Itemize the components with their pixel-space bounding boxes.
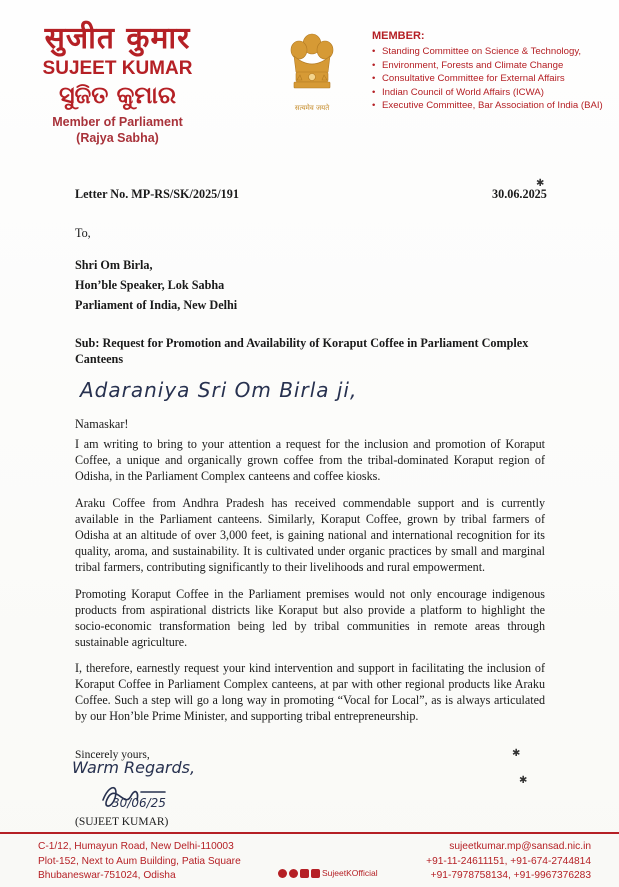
recipient-title: Hon’ble Speaker, Lok Sabha [75, 278, 225, 292]
name-hindi: सुजीत कुमार [44, 21, 191, 56]
signatory-name: (SUJEET KUMAR) [75, 816, 169, 828]
letterhead-name-block [30, 22, 205, 146]
membership-item: • Executive Committee, Bar Association of India (BAI) [372, 99, 612, 113]
instagram-icon [289, 869, 298, 878]
membership-item: • Consultative Committee for External Affairs [372, 72, 612, 86]
emblem-caption: सत्यमेव जयते [294, 104, 330, 112]
membership-list [372, 45, 612, 113]
membership-item: • Indian Council of World Affairs (ICWA) [372, 86, 612, 100]
punch-mark-icon: ✱ [512, 748, 521, 759]
letter-date: 30.06.2025 [492, 187, 547, 201]
body-paragraph: Araku Coffee from Andhra Pradesh has received commendable support and is currently available in the Parliament canteens. Similarly, Koraput Coffee, grown by tribal farmers of Odisha at an altitude of over 3,000 feet, is gaining national and international recognition for its quality, aroma, and sustainability. It is cultivated under organic practices by small and marginal tribal farmers, contributing significantly to their livelihoods and rural empowerment. [75, 496, 545, 575]
address-line: C-1/12, Humayun Road, New Delhi-110003 [38, 841, 234, 852]
house: (Rajya Sabha) [76, 131, 159, 145]
address-line: Bhubaneswar-751024, Odisha [38, 870, 176, 881]
letter-number: Letter No. MP-RS/SK/2025/191 [75, 187, 239, 201]
memberships-block [372, 30, 612, 113]
phone-line: +91-11-24611151, +91-674-2744814 [426, 855, 591, 867]
footer-divider [0, 832, 619, 834]
name-english: SUJEET KUMAR [42, 58, 193, 79]
footer-address [38, 840, 241, 884]
punch-mark-icon: ✱ [536, 178, 545, 189]
social-handle[interactable]: SujeetKOfficial [322, 868, 378, 878]
youtube-icon [278, 869, 287, 878]
punch-mark-icon: ✱ [519, 775, 528, 786]
address-line: Plot-152, Next to Aum Building, Patia Square [38, 855, 241, 867]
body-paragraph: I am writing to bring to your attention a request for the inclusion and promotion of Koraput Coffee, a unique and organically grown coffee from the tribal-dominated Koraput region of Odisha, in the Parliament Complex canteens and coffee kiosks. [75, 437, 545, 484]
member-heading: MEMBER: [372, 30, 425, 42]
designation: Member of Parliament [52, 115, 183, 129]
salutation: Namaskar! [75, 417, 129, 431]
handwritten-greeting: Adaraniya Sri Om Birla ji, [80, 378, 358, 402]
email-link[interactable]: sujeetkumar.mp@sansad.nic.in [449, 841, 591, 852]
body-paragraph: I, therefore, earnestly request your kind intervention and support in facilitating the inclusion of Koraput Coffee in Parliament Complex canteens, at par with other regional products like Araku Coffee. Such a step will go a long way in promoting “Vocal for Local”, as is always articulated by our Hon’ble Prime Minister, and supporting tribal entrepreneurship. [75, 661, 545, 724]
recipient-address [75, 255, 237, 315]
social-handle-row [278, 868, 378, 878]
handwritten-closing: Warm Regards, [72, 758, 196, 777]
handwritten-date: 30/06/25 [112, 796, 166, 810]
phone-line: +91-7978758134, +91-9967376283 [430, 870, 591, 881]
facebook-icon [311, 869, 320, 878]
membership-item: • Standing Committee on Science & Technology, [372, 45, 612, 59]
recipient-name: Shri Om Birla, [75, 258, 153, 272]
twitter-icon [300, 869, 309, 878]
closing: Sincerely yours, [75, 749, 150, 761]
recipient-office: Parliament of India, New Delhi [75, 298, 238, 312]
footer-contacts [426, 840, 591, 884]
membership-item-continued: • Environment, Forests and Climate Change [372, 59, 612, 73]
name-odia: ସୁଜିତ କୁମାର [58, 81, 177, 109]
to-label: To, [75, 226, 91, 240]
subject-line: Sub: Request for Promotion and Availability of Koraput Coffee in Parliament Complex Canteens [75, 336, 529, 367]
body-paragraph: Promoting Koraput Coffee in the Parliament premises would not only encourage indigenous products from aspirational districts like Koraput but also provide a platform to highlight the socio-economic transformation being led by tribal communities in remote areas through sustainable agriculture. [75, 587, 545, 650]
